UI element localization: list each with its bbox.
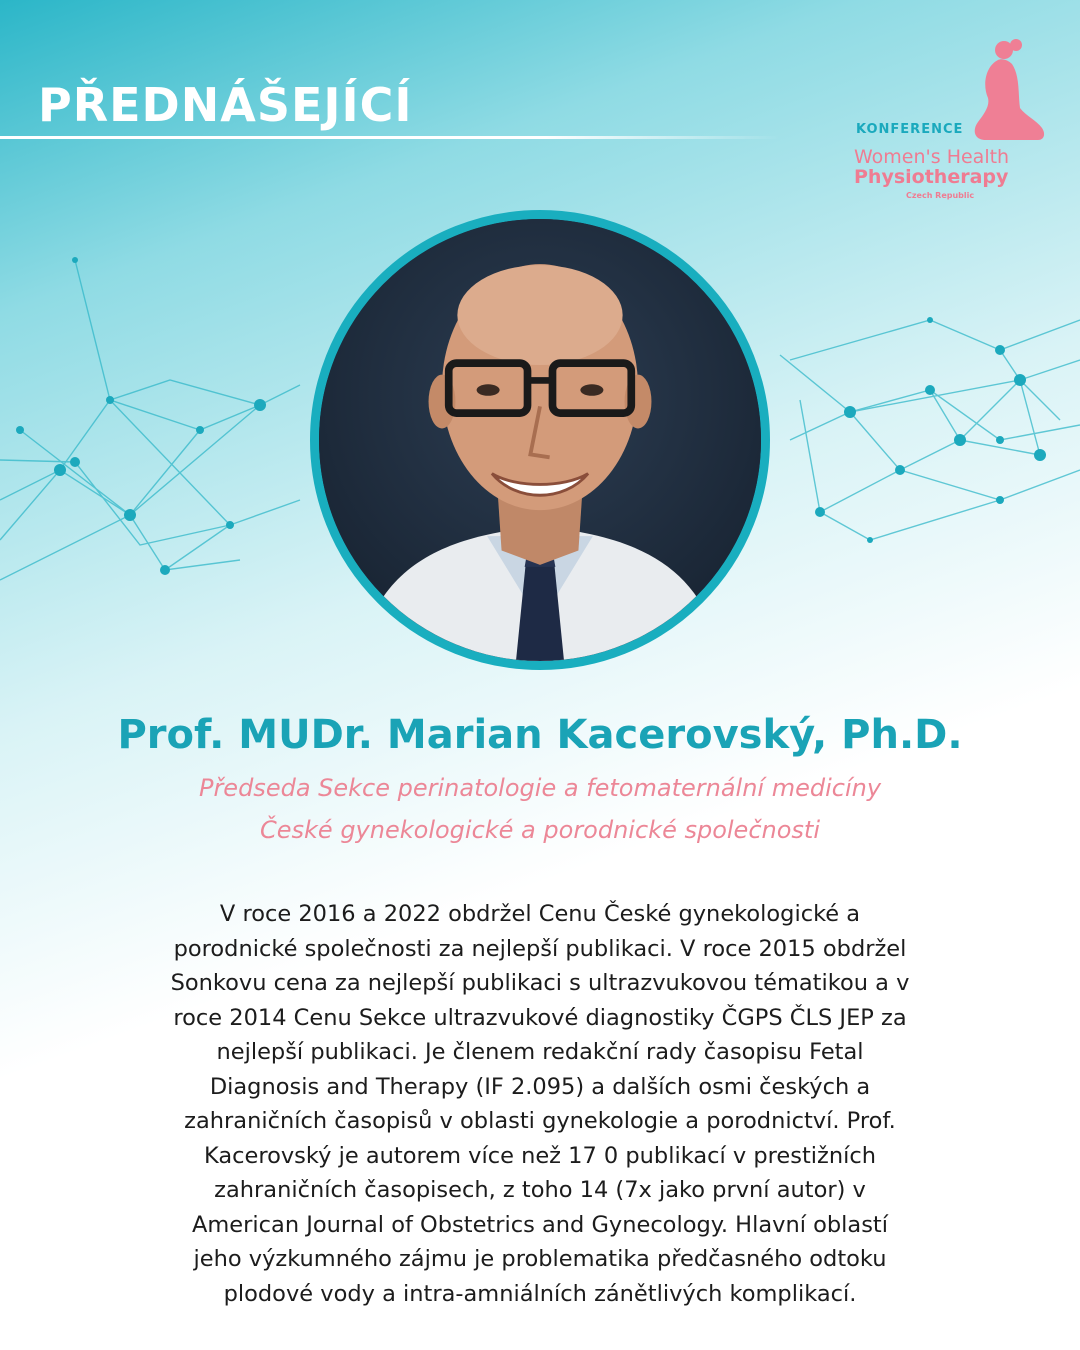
speaker-bio xyxy=(90,897,990,1311)
seated-woman-silhouette-icon xyxy=(968,36,1048,144)
bio-line: zahraničních časopisů v oblasti gynekologie a porodnictví. Prof. xyxy=(184,1108,896,1134)
speaker-role-line-2: České gynekologické a porodnické společnosti xyxy=(260,816,820,844)
bio-line: Diagnosis and Therapy (IF 2.095) a dalších osmi českých a xyxy=(209,1073,871,1100)
bio-line: plodové vody a intra-amniálních zánětlivých komplikací. xyxy=(223,1280,857,1307)
title-underline xyxy=(0,136,780,139)
speaker-role-line-1: Předseda Sekce perinatologie a fetomaternální medicíny xyxy=(198,774,882,802)
speaker-portrait xyxy=(310,210,770,670)
bio-line: jeho výzkumného zájmu je problematika předčasného odtoku xyxy=(193,1246,887,1272)
logo-line-womens-health: Women's Health xyxy=(854,146,1010,168)
logo-line-physiotherapy: Physiotherapy xyxy=(854,166,1009,188)
bio-line: zahraničních časopisech, z toho 14 (7x jako první autor) v xyxy=(214,1177,866,1203)
bio-line: porodnické společnosti za nejlepší publikaci. V roce 2015 obdržel xyxy=(173,935,907,962)
bio-line: roce 2014 Cenu Sekce ultrazvukové diagnostiky ČGPS ČLS JEP za xyxy=(173,1004,907,1031)
bio-line: Sonkovu cena za nejlepší publikaci s ultrazvukovou tématikou a v xyxy=(170,970,910,996)
page-title: PŘEDNÁŠEJÍCÍ xyxy=(38,78,413,132)
bio-line: Kacerovský je autorem více než 17 0 publikací v prestižních xyxy=(203,1142,877,1169)
conference-logo xyxy=(850,36,1050,206)
bio-line: American Journal of Obstetrics and Gynecology. Hlavní oblastí xyxy=(192,1211,888,1238)
bio-line: nejlepší publikaci. Je členem redakční rady časopisu Fetal xyxy=(216,1039,864,1065)
logo-line-country: Czech Republic xyxy=(906,191,975,200)
speaker-photo xyxy=(319,219,761,661)
bio-line: V roce 2016 a 2022 obdržel Cenu České gynekologické a xyxy=(219,901,861,927)
logo-kicker: KONFERENCE xyxy=(856,122,964,137)
speaker-name: Prof. MUDr. Marian Kacerovský, Ph.D. xyxy=(117,712,963,758)
